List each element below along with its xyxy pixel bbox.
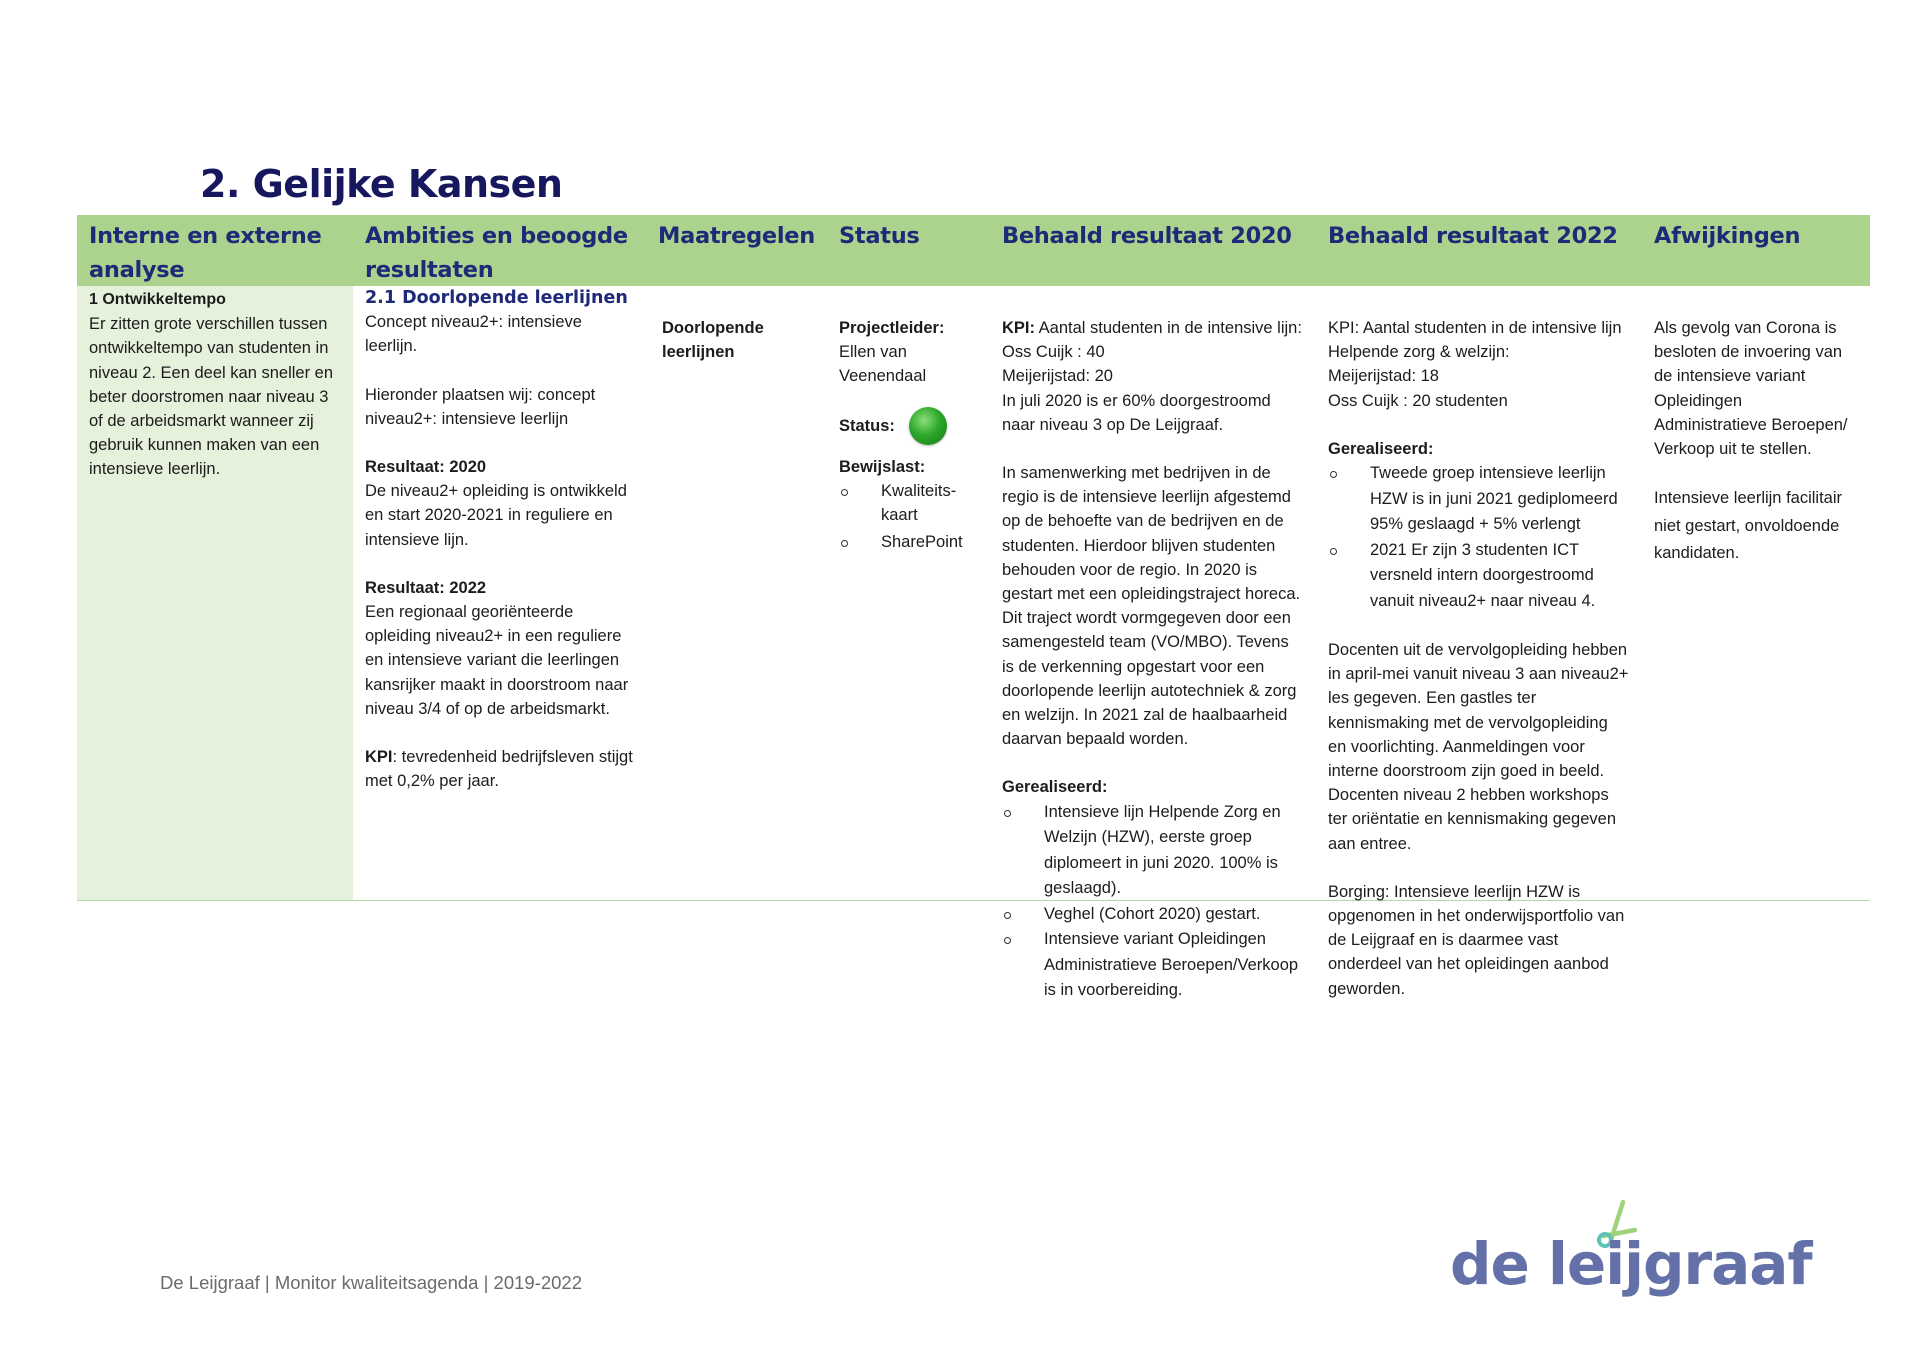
list-item: Veghel (Cohort 2020) gestart.	[1002, 902, 1304, 928]
header-result-2020: Behaald resultaat 2020	[1002, 223, 1292, 249]
logo-wordmark: de leijgraaf	[1450, 1230, 1812, 1298]
cell-ambitions	[353, 286, 646, 900]
status-label: Status:	[839, 416, 895, 435]
analysis-text: Er zitten grote verschillen tussen ontwikkeltempo van studenten in niveau 2. Een deel kan sneller en beter doorstromen naar niveau 3 of de arbeidsmarkt wanneer zij gebruik kunnen maken van een intensieve leerlijn.	[89, 315, 334, 479]
kpi-text: : tevredenheid bedrijfsleven stijgt met 0,2% per jaar.	[365, 748, 633, 791]
header-ambitions: Ambities en beoogde resultaten	[365, 223, 628, 283]
analysis-title: 1 Ontwikkeltempo	[89, 291, 226, 308]
result-2020-text: De niveau2+ opleiding is ontwikkeld en start 2020-2021 in reguliere en intensieve lijn.	[365, 482, 627, 549]
kpi-satisfaction	[365, 745, 634, 793]
list-item: Intensieve lijn Helpende Zorg en Welzijn (HZW), eerste groep diplomeert in juni 2020. 100% is geslaagd).	[1002, 800, 1304, 902]
realised-label-2022: Gerealiseerd:	[1328, 439, 1434, 458]
header-measures: Maatregelen	[658, 223, 815, 249]
cell-deviations	[1642, 286, 1870, 900]
realised-list-2020	[1002, 800, 1304, 1004]
count-oss-cuijk-2022: Oss Cuijk : 20 studenten	[1328, 391, 1508, 410]
cooperation-text: In samenwerking met bedrijven in de regio is de intensieve leerlijn afgestemd op de behoefte van de bedrijven en de studenten. Hierdoor blijven studenten behouden voor de regio. In 2020 is gestart met een opleidingstraject horeca.	[1002, 464, 1301, 604]
list-item: Tweede groep intensieve leerlijn HZW is in juni 2021 gediplomeerd 95% geslaagd + 5% verlengt	[1328, 461, 1630, 538]
count-meijerijstad: Meijerijstad: 20	[1002, 367, 1113, 386]
deviation-corona: Als gevolg van Corona is besloten de invoering van de intensieve variant Opleidingen Administratieve Beroepen/ Verkoop uit te stellen.	[1654, 319, 1848, 459]
assurance-text: Borging: Intensieve leerlijn HZW is opgenomen in het onderwijsportfolio van de Leijgraaf en is daarmee vast onderdeel van het opleidingen aanbod geworden.	[1328, 882, 1625, 998]
deviation-facilitair: Intensieve leerlijn facilitair niet gestart, onvoldoende kandidaten.	[1654, 489, 1843, 563]
measure-text: Doorlopende leerlijnen	[662, 319, 764, 362]
table-header-row	[77, 215, 1870, 286]
list-item: 2021 Er zijn 3 studenten ICT versneld intern doorgestroomd vanuit niveau2+ naar niveau 4.	[1328, 538, 1630, 615]
cell-analysis	[77, 286, 353, 900]
footer-text: De Leijgraaf | Monitor kwaliteitsagenda | 2019-2022	[160, 1272, 583, 1293]
cell-status	[827, 286, 990, 900]
status-green-dot-icon	[909, 407, 947, 445]
kpi-students-2022: KPI: Aantal studenten in de intensive lijn Helpende zorg & welzijn:	[1328, 319, 1622, 362]
header-deviations: Afwijkingen	[1654, 223, 1801, 249]
leijgraaf-logo	[1450, 1200, 1812, 1310]
cell-result-2022	[1316, 286, 1642, 998]
quality-table	[77, 215, 1870, 1000]
cell-measures	[646, 286, 827, 900]
trajectory-text: Dit traject wordt vormgegeven door een samengesteld team (VO/MBO). Tevens is de verkenning opgestart voor een doorlopende leerlijn autotechniek & zorg en welzijn. In 2021 zal de haalbaarheid daarvan bepaald worden.	[1002, 609, 1297, 749]
list-item: Kwaliteits-kaart	[839, 479, 978, 527]
status-indicator	[839, 405, 978, 447]
header-status: Status	[839, 223, 920, 249]
count-oss-cuijk: Oss Cuijk : 40	[1002, 343, 1105, 362]
cell-result-2020	[990, 286, 1316, 1000]
teachers-text: Docenten uit de vervolgopleiding hebben in april-mei vanuit niveau 3 aan niveau2+ les gegeven. Een gastles ter kennismaking met de vervolgopleiding en voorlichting. Aanmeldingen voor interne doorstroom zijn goed in beeld. Docenten niveau 2 hebben workshops ter oriëntatie en kennismaking gegeven aan entree.	[1328, 641, 1629, 853]
kpi-text-2020: Aantal studenten in de intensive lijn:	[1035, 319, 1302, 337]
list-item: Intensieve variant Opleidingen Administratieve Beroepen/Verkoop is in voorbereiding.	[1002, 927, 1304, 1004]
header-result-2022: Behaald resultaat 2022	[1328, 223, 1618, 249]
header-analysis: Interne en externe analyse	[89, 223, 322, 283]
result-2020-label: Resultaat: 2020	[365, 458, 487, 477]
evidence-list	[839, 479, 978, 555]
evidence-label: Bewijslast:	[839, 457, 926, 476]
realised-list-2022	[1328, 461, 1630, 614]
project-lead-label: Projectleider:	[839, 319, 945, 337]
flow-through-2020: In juli 2020 is er 60% doorgestroomd naar niveau 3 op De Leijgraaf.	[1002, 391, 1271, 434]
kpi-label: KPI	[365, 748, 393, 767]
realised-label-2020: Gerealiseerd:	[1002, 778, 1108, 797]
result-2022-label: Resultaat: 2022	[365, 578, 487, 597]
kpi-label-2020: KPI:	[1002, 319, 1035, 337]
ambition-concept: Concept niveau2+: intensieve leerlijn.	[365, 313, 582, 356]
list-item: SharePoint	[839, 530, 978, 554]
kpi-students-2020	[1002, 316, 1304, 340]
table-row	[77, 286, 1870, 1000]
project-lead-name: Ellen van Veenendaal	[839, 343, 927, 386]
ambition-placement: Hieronder plaatsen wij: concept niveau2+: intensieve leerlijn	[365, 385, 596, 428]
ambition-title: 2.1 Doorlopende leerlijnen	[365, 288, 628, 308]
result-2022-text: Een regionaal georiënteerde opleiding niveau2+ in een reguliere en intensieve variant die leerlingen kansrijker maakt in doorstroom naar niveau 3/4 of op de arbeidsmarkt.	[365, 603, 629, 718]
count-meijerijstad-2022: Meijerijstad: 18	[1328, 367, 1439, 386]
page-title: 2. Gelijke Kansen	[200, 162, 563, 206]
